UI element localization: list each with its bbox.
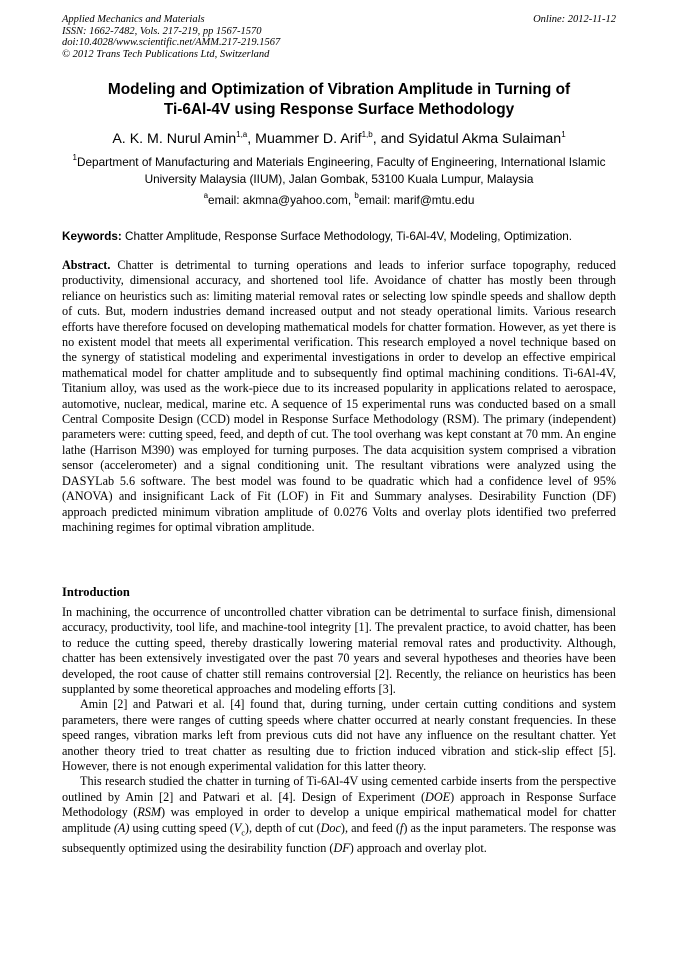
title-line-2: Ti-6Al-4V using Response Surface Methodology (163, 101, 515, 118)
email-a-marker: a (203, 191, 209, 200)
intro-paragraph-3: This research studied the chatter in turning of Ti-6Al-4V using cemented carbide inserts from the perspective outlined by Amin [2] and Patwari et al. [4]. Design of Experiment (DOE) approach in Response Surface Methodology (RSM) was employed in order to develop a unique empirical mathematical model for chatter amplitude (A) using cutting speed $(V_c)$, depth of cut (Doc), and feed (f) as the input parameters. The response was subsequently optimized using the desirability function (DF) approach and overlay plot. (62, 774, 616, 855)
author-1: A. K. M. Nurul Amin (112, 131, 237, 147)
title-line-1: Modeling and Optimization of Vibration Amplitude in Turning of (107, 81, 571, 98)
author-1-affil: 1,a (236, 130, 248, 139)
running-header (62, 14, 616, 60)
issn-line: ISSN: 1662-7482, Vols. 217-219, pp 1567-1570 (62, 25, 262, 37)
email-b: email: marif@mtu.edu (358, 193, 475, 207)
affiliation-text: Department of Manufacturing and Materials Engineering, Faculty of Engineering, International Islamic University Malaysia (IIUM), Jalan Gombak, 53100 Kuala Lumpur, Malaysia (76, 155, 606, 186)
author-list (30, 130, 648, 148)
introduction-body (62, 605, 616, 856)
affiliation-marker: 1 (72, 153, 77, 162)
doi-line: doi:10.4028/www.scientific.net/AMM.217-219.1567 (62, 37, 281, 48)
keywords-text: Chatter Amplitude, Response Surface Methodology, Ti-6Al-4V, Modeling, Optimization. (121, 230, 572, 243)
email-b-marker: b (354, 191, 359, 200)
author-separator: , and (372, 131, 409, 147)
author-emails (62, 192, 616, 209)
abstract (62, 258, 616, 535)
email-a: email: akmna@yahoo.com, (208, 193, 355, 207)
author-3: Syidatul Akma Sulaiman (408, 131, 562, 147)
copyright-line: © 2012 Trans Tech Publications Ltd, Switzerland (62, 48, 270, 60)
intro-paragraph-1: In machining, the occurrence of uncontrolled chatter vibration can be detrimental to surface finish, dimensional accuracy, productivity, tool life, and machine-tool integrity [1]. The prevalent practice, to avoid chatter, has been to reduce the cutting speed, thereby drastically lowering material removal rates and productivity. Although, chatter has been extensively investigated over the past 70 years and several hypotheses and theories have been developed, the root cause of chatter still remains controversial [2]. Recently, the reliance on heuristics has been supplanted by some theoretical approaches and modeling efforts [3]. (62, 605, 616, 697)
section-heading-introduction: Introduction (62, 585, 130, 599)
abstract-label: Abstract. (62, 258, 111, 272)
journal-name: Applied Mechanics and Materials (62, 14, 205, 25)
paper-title (40, 80, 638, 120)
online-date: Online: 2012-11-12 (533, 14, 616, 25)
keywords-label: Keywords: (62, 230, 122, 243)
author-3-affil: 1 (561, 130, 566, 139)
author-2-affil: 1,b (361, 130, 373, 139)
keywords (62, 228, 616, 245)
intro-paragraph-2: Amin [2] and Patwari et al. [4] found that, during turning, under certain cutting conditions and system parameters, there were ranges of cutting speeds where chatter occurred at nearly constant frequencies. In these speed ranges, vibration marks left from previous cuts did not have any influence on the resultant chatter. Yet another theory tried to treat chatter as resulting due to friction induced vibration and stick-slip effect [5]. However, there is not enough experimental validation for this latter theory. (62, 697, 616, 774)
author-separator: , (247, 131, 256, 147)
affiliation (62, 154, 616, 188)
author-2: Muammer D. Arif (255, 131, 362, 147)
abstract-text: Chatter is detrimental to turning operations and leads to inferior surface topography, reduced productivity, dimensional accuracy, and shortened tool life. Avoidance of chatter has mostly been through reliance on heuristics such as: limiting material removal rates or selecting low spindle speeds and shallow depth of cuts. But, modern industries demand increased output and not steady operational limits. Various research efforts have therefore focused on developing mathematical models for chatter formation. However, as yet there is no existent model that meets all experimental verification. This research employed a novel technique based on the synergy of statistical modeling and experimental investigations in order to develop an effective empirical mathematical model for chatter amplitude and to subsequently find optimal machining conditions. Ti-6Al-4V, Titanium alloy, was used as the work-piece due to its increased popularity in applications related to aerospace, automotive, nuclear, medical, marine etc. A sequence of 15 experimental runs was conducted based on a small Central Composite Design (CCD) model in Response Surface Methodology (RSM). The primary (independent) parameters were: cutting speed, feed, and depth of cut. The tool overhang was kept constant at 70 mm. An engine lathe (Harrison M390) was employed for turning purposes. The data acquisition system comprised a vibration sensor (accelerometer) and a signal conditioning unit. The resultant vibrations were analyzed using the DASYLab 5.6 software. The best model was found to be quadratic which had a confidence level of 95% (ANOVA) and insignificant Lack of Fit (LOF) in Fit and Summary analyses. Desirability Function (DF) approach predicted minimum vibration amplitude of 0.0276 Volts and overlay plots identified two preferred machining regimes for optimal vibration amplitude. (62, 258, 616, 534)
